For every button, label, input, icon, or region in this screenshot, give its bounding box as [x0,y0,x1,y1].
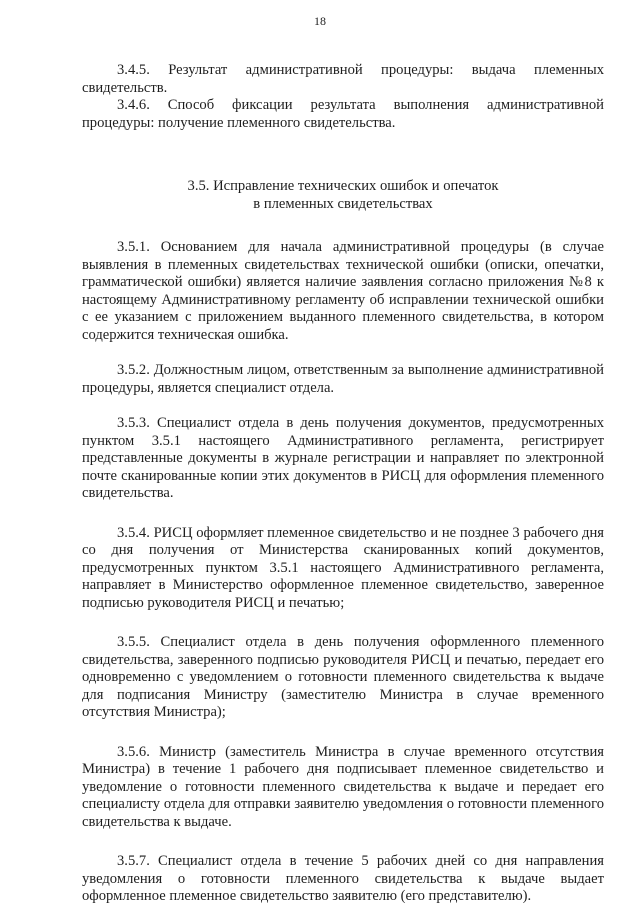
paragraph-3-5-4: 3.5.4. РИСЦ оформляет племенное свидетельство и не позднее 3 рабочего дня со дня получения от Министерства сканированных копий документов, предусмотренных пунктом 3.5.1 настоящего Административного регламента, направляет в Министерство оформленное племенное свидетельство, заверенное подписью руководителя РИСЦ и печатью; [82,524,604,611]
paragraph-3-5-6: 3.5.6. Министр (заместитель Министра в случае временного отсутствия Министра) в течение 1 рабочего дня подписывает племенное свидетельство и уведомление о готовности племенного свидетельства к выдаче и передает его специалисту отдела для отправки заявителю уведомления о готовности племенного свидетельства к выдаче. [82,743,604,830]
paragraph-3-5-1: 3.5.1. Основанием для начала административной процедуры (в случае выявления в племенных свидетельствах технической ошибки (описки, опечатки, грамматической ошибки) является наличие заявления согласно приложения №8 к настоящему Административному регламенту об исправлении технической ошибки с ее указанием с приложением выданного племенного свидетельства, в котором содержится техническая ошибка. [82,239,604,343]
paragraph-3-5-2: 3.5.2. Должностным лицом, ответственным за выполнение административной процедуры, является специалист отдела. [82,362,604,396]
section-heading [82,177,604,213]
paragraph-3-5-3: 3.5.3. Специалист отдела в день получения документов, предусмотренных пунктом 3.5.1 настоящего Административного регламента, регистрирует представленные документы в журнале регистрации и направляет по электронной почте сканированные копии этих документов в РИСЦ для оформления племенного свидетельства. [82,415,604,501]
paragraph-3-4-5: 3.4.5. Результат административной процедуры: выдача племенных свидетельств. [82,62,604,96]
paragraph-3-5-5: 3.5.5. Специалист отдела в день получения оформленного племенного свидетельства, заверенного подписью руководителя РИСЦ и печатью, передает его одновременно с уведомлением о готовности племенного свидетельства к выдаче для подписания Министру (заместителю Министра в случае временного отсутствия Министра); [82,634,604,720]
paragraph-3-5-7: 3.5.7. Специалист отдела в течение 5 рабочих дней со дня направления уведомления о готовности племенного свидетельства к выдаче выдает оформленное племенное свидетельство заявителю (его представителю). [82,853,604,904]
paragraph-3-4-6: 3.4.6. Способ фиксации результата выполнения административной процедуры: получение племенного свидетельства. [82,97,604,131]
section-heading-line-1: 3.5. Исправление технических ошибок и опечаток [187,178,499,194]
document-body [82,62,604,906]
section-heading-line-2: в племенных свидетельствах [253,196,433,212]
page-number: 18 [314,14,326,28]
